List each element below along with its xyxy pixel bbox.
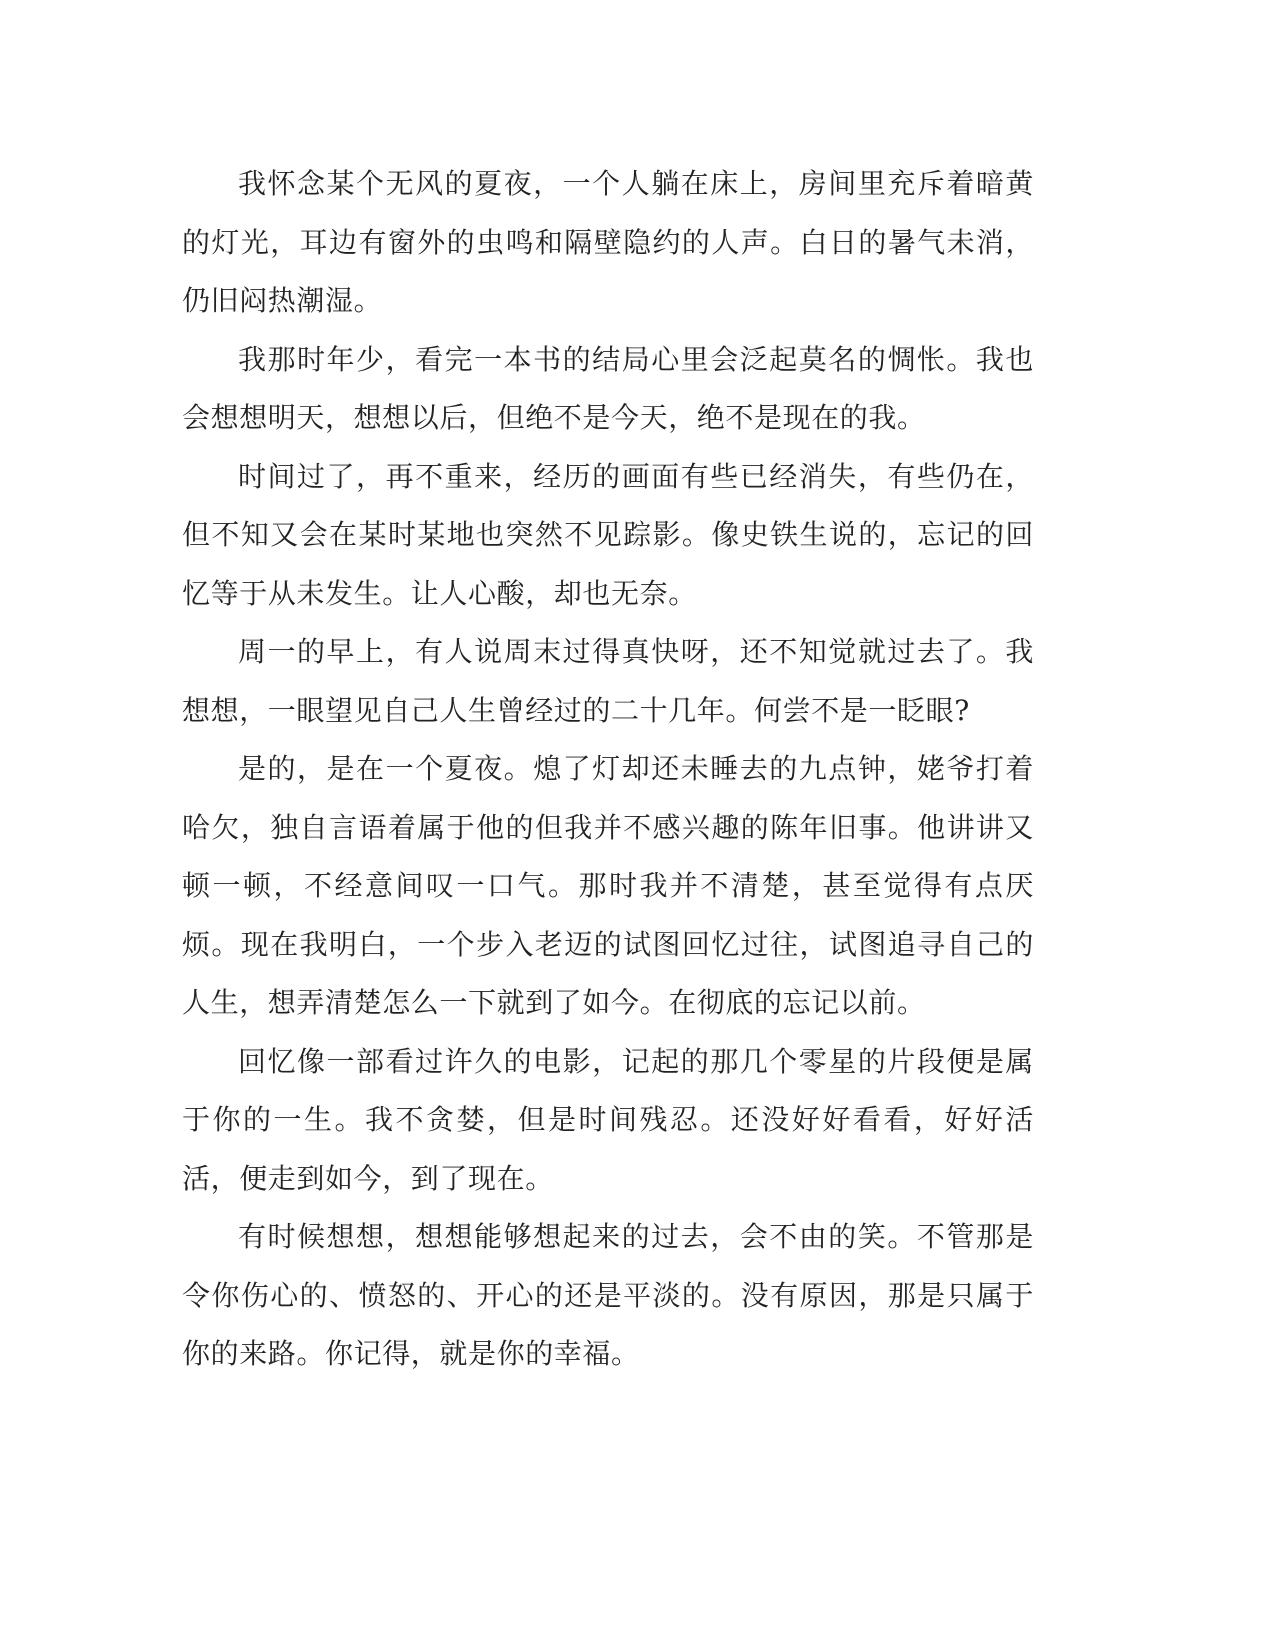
paragraph-4: 周一的早上，有人说周末过得真快呀，还不知觉就过去了。我想想，一眼望见自己人生曾经过的二十几年。何尝不是一眨眼? xyxy=(182,635,1034,727)
paragraph-7: 有时候想想，想想能够想起来的过去，会不由的笑。不管那是令你伤心的、愤怒的、开心的还是平淡的。没有原因，那是只属于你的来路。你记得，就是你的幸福。 xyxy=(182,1220,1034,1370)
essay-body xyxy=(182,155,1034,1384)
paragraph-5: 是的，是在一个夏夜。熄了灯却还未睡去的九点钟，姥爷打着哈欠，独自言语着属于他的但我并不感兴趣的陈年旧事。他讲讲又顿一顿，不经意间叹一口气。那时我并不清楚，甚至觉得有点厌烦。现在我明白，一个步入老迈的试图回忆过往，试图追寻自己的人生，想弄清楚怎么一下就到了如今。在彻底的忘记以前。 xyxy=(182,752,1034,1019)
paragraph-1: 我怀念某个无风的夏夜，一个人躺在床上，房间里充斥着暗黄的灯光，耳边有窗外的虫鸣和隔壁隐约的人声。白日的暑气未消，仍旧闷热潮湿。 xyxy=(182,167,1034,317)
paragraph-3: 时间过了，再不重来，经历的画面有些已经消失，有些仍在，但不知又会在某时某地也突然不见踪影。像史铁生说的，忘记的回忆等于从未发生。让人心酸，却也无奈。 xyxy=(182,459,1034,610)
paragraph-6: 回忆像一部看过许久的电影，记起的那几个零星的片段便是属于你的一生。我不贪婪，但是时间残忍。还没好好看看，好好活活，便走到如今，到了现在。 xyxy=(182,1044,1034,1195)
paragraph-2: 我那时年少，看完一本书的结局心里会泛起莫名的惆怅。我也会想想明天，想想以后，但绝不是今天，绝不是现在的我。 xyxy=(182,342,1034,434)
